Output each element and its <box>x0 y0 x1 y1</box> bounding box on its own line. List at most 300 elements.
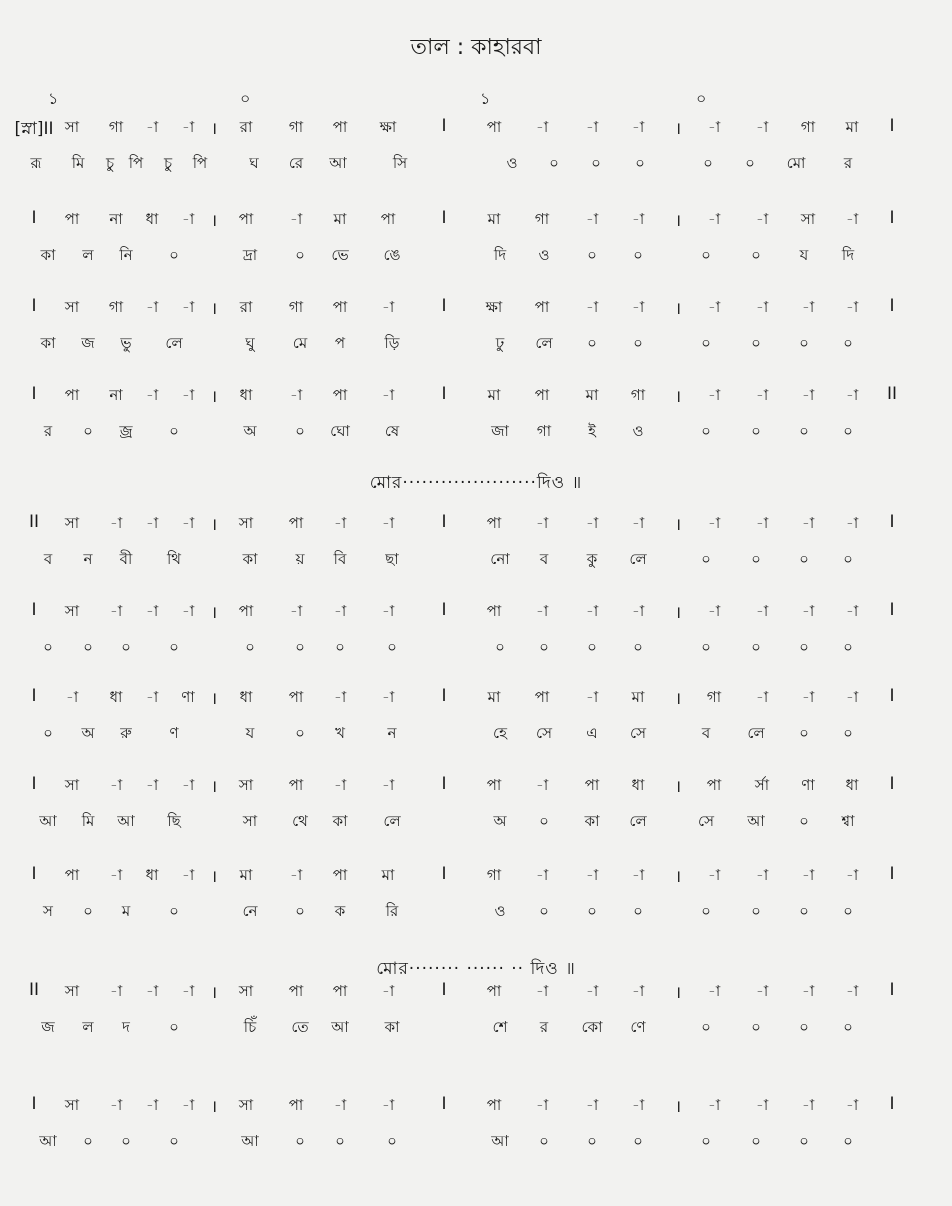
swar-note: গা <box>800 118 816 136</box>
lyric-syllable: ০ <box>799 812 809 830</box>
swar-note: সা <box>64 514 80 532</box>
bar-line: I <box>441 864 447 884</box>
swar-note: ধা <box>845 776 859 794</box>
lyric-syllable: কা <box>332 812 348 830</box>
bar-line: । <box>674 387 682 407</box>
lyric-syllable: ন <box>83 550 93 568</box>
swar-note: -া <box>755 688 769 706</box>
lyric-syllable: বি <box>333 550 347 568</box>
swar-note: পা <box>64 210 80 228</box>
lyric-syllable: ০ <box>587 334 597 352</box>
swar-note: -া <box>755 866 769 884</box>
swar-note: মা <box>585 386 599 404</box>
lyric-syllable: রু <box>120 724 132 742</box>
swar-note: মা <box>381 866 395 884</box>
lyric-syllable: ০ <box>843 1018 853 1036</box>
lyric-syllable: ০ <box>701 1018 711 1036</box>
swar-note: -া <box>181 118 195 136</box>
swar-line <box>0 208 952 244</box>
lyric-syllable: ০ <box>539 1132 549 1150</box>
lyric-syllable: সে <box>698 812 714 830</box>
lyric-syllable: সি <box>392 154 408 172</box>
bar-line: । <box>674 689 682 709</box>
lyric-syllable: ০ <box>587 902 597 920</box>
lyric-syllable: ০ <box>751 550 761 568</box>
lyric-syllable: লে <box>629 550 647 568</box>
beat-marks <box>0 86 952 116</box>
swar-note: -া <box>845 602 859 620</box>
bar-line: । <box>210 119 218 139</box>
lyric-syllable: দি <box>841 246 855 264</box>
swar-note: -া <box>109 602 123 620</box>
lyric-syllable: জ্র <box>119 422 133 440</box>
lyric-syllable: ০ <box>843 638 853 656</box>
swar-line <box>0 980 952 1016</box>
lyric-line <box>0 636 952 672</box>
swar-note: মা <box>333 210 347 228</box>
swar-note: পা <box>380 210 396 228</box>
swar-note: -া <box>535 602 549 620</box>
swar-note: -া <box>333 688 347 706</box>
lyric-line <box>0 900 952 936</box>
swar-note: পা <box>332 982 348 1000</box>
lyric-syllable: য <box>799 246 809 264</box>
lyric-syllable: য় <box>295 550 305 568</box>
swar-note: -া <box>801 982 815 1000</box>
swar-note: পা <box>584 776 600 794</box>
swar-note: -া <box>801 866 815 884</box>
lyric-syllable: রূ <box>30 154 42 172</box>
swar-note: -া <box>631 1096 645 1114</box>
swar-note: সা <box>238 1096 254 1114</box>
lyric-line <box>0 722 952 758</box>
swar-note: -া <box>381 386 395 404</box>
swar-note: -া <box>181 866 195 884</box>
swar-note: -া <box>535 982 549 1000</box>
swar-note: -া <box>631 866 645 884</box>
swar-note: -া <box>585 1096 599 1114</box>
swar-note: -া <box>631 982 645 1000</box>
lyric-syllable: জা <box>491 422 509 440</box>
swar-note: -া <box>535 118 549 136</box>
swar-note: পা <box>64 386 80 404</box>
lyric-syllable: ঘু <box>245 334 255 352</box>
swar-note: পা <box>486 514 502 532</box>
beat-mark-2: ০ <box>240 89 251 108</box>
lyric-syllable: ০ <box>295 902 305 920</box>
lyric-syllable: লে <box>383 812 401 830</box>
swar-note: ণা <box>181 688 195 706</box>
lyric-syllable: ০ <box>799 422 809 440</box>
lyric-syllable: ০ <box>799 1132 809 1150</box>
swar-note: সা <box>238 776 254 794</box>
bar-line: II <box>28 980 40 1000</box>
swar-note: -া <box>381 776 395 794</box>
swar-note: -া <box>801 386 815 404</box>
swar-note: সা <box>64 1096 80 1114</box>
swar-note: -া <box>755 118 769 136</box>
lyric-syllable: ভু <box>120 334 132 352</box>
swar-line <box>0 600 952 636</box>
swar-note: না <box>109 210 123 228</box>
lyric-syllable: সা <box>242 812 258 830</box>
lyric-syllable: ০ <box>635 154 645 172</box>
swar-note: -া <box>181 1096 195 1114</box>
lyric-syllable: ০ <box>701 550 711 568</box>
swar-note: গা <box>108 118 124 136</box>
bar-line: । <box>210 603 218 623</box>
swar-line <box>0 384 952 420</box>
lyric-syllable: ০ <box>751 246 761 264</box>
bar-line: I <box>31 686 37 706</box>
swar-note: -া <box>585 982 599 1000</box>
swar-note: ক্ষা <box>485 298 503 316</box>
lyric-syllable: ল <box>82 246 94 264</box>
swar-note: -া <box>181 602 195 620</box>
lyric-syllable: ০ <box>295 246 305 264</box>
lyric-syllable: ০ <box>843 422 853 440</box>
swar-note: ক্ষা <box>379 118 397 136</box>
swar-note: -া <box>755 1096 769 1114</box>
swar-note: -া <box>755 602 769 620</box>
lyric-syllable: ০ <box>549 154 559 172</box>
swar-note: -া <box>333 1096 347 1114</box>
swar-note: -া <box>585 602 599 620</box>
lyric-syllable: ০ <box>43 638 53 656</box>
lyric-syllable: ০ <box>539 812 549 830</box>
bar-line: । <box>674 867 682 887</box>
swar-note: -া <box>535 776 549 794</box>
lyric-syllable: ০ <box>121 1132 131 1150</box>
swar-note: পা <box>486 118 502 136</box>
lyric-syllable: কা <box>40 334 56 352</box>
lyric-syllable: খ <box>335 724 345 742</box>
swar-note: -া <box>845 688 859 706</box>
notation-stanza <box>0 600 952 672</box>
beat-mark-4: ০ <box>696 89 707 108</box>
lyric-syllable: ণ <box>169 724 179 742</box>
lyric-syllable: ০ <box>751 422 761 440</box>
lyric-syllable: ০ <box>701 638 711 656</box>
lyric-syllable: ঢু <box>495 334 505 352</box>
bar-line: I <box>31 1094 37 1114</box>
lyric-syllable: ছি <box>167 812 181 830</box>
lyric-syllable: ষে <box>384 422 400 440</box>
lyric-syllable: ০ <box>633 1132 643 1150</box>
lyric-syllable: পি <box>192 154 208 172</box>
swar-note: -া <box>145 688 159 706</box>
lyric-syllable: অ <box>493 812 507 830</box>
bar-line: I <box>441 296 447 316</box>
bar-line: । <box>210 689 218 709</box>
bar-line: । <box>210 211 218 231</box>
lyric-syllable: ণে <box>630 1018 646 1036</box>
swar-note: পা <box>332 298 348 316</box>
bar-line: । <box>210 777 218 797</box>
refrain-line-2: মোর········ ······ ·· দিও ॥ <box>376 959 576 979</box>
lyric-syllable: ০ <box>751 902 761 920</box>
swar-line <box>0 296 952 332</box>
lyric-syllable: লে <box>629 812 647 830</box>
bar-line: I <box>31 600 37 620</box>
lyric-syllable: ম <box>121 902 131 920</box>
lyric-syllable: ০ <box>701 1132 711 1150</box>
lyric-syllable: কা <box>384 1018 400 1036</box>
lyric-syllable: ও <box>494 902 506 920</box>
lyric-syllable: ন <box>387 724 397 742</box>
swar-note: -া <box>145 776 159 794</box>
lyric-syllable: নো <box>490 550 510 568</box>
swar-note: সা <box>64 776 80 794</box>
swar-note: -া <box>585 210 599 228</box>
bar-line: I <box>889 864 895 884</box>
lyric-syllable: মি <box>71 154 85 172</box>
swar-note: পা <box>534 386 550 404</box>
lyric-syllable: হে <box>493 724 507 742</box>
swar-note: -া <box>381 688 395 706</box>
lyric-syllable: ০ <box>43 724 53 742</box>
swar-note: গা <box>486 866 502 884</box>
lyric-syllable: ০ <box>169 422 179 440</box>
lyric-syllable: লে <box>535 334 553 352</box>
swar-note: -া <box>181 776 195 794</box>
bar-line: । <box>674 777 682 797</box>
lyric-syllable: ০ <box>587 246 597 264</box>
swar-note: -া <box>381 514 395 532</box>
lyric-syllable: ০ <box>751 638 761 656</box>
swar-note: -া <box>845 982 859 1000</box>
lyric-syllable: ০ <box>539 638 549 656</box>
swar-line <box>0 512 952 548</box>
swar-note: -া <box>707 1096 721 1114</box>
bar-line: I <box>31 296 37 316</box>
swar-note: পা <box>534 688 550 706</box>
notation-stanza <box>0 1094 952 1166</box>
lyric-syllable: থি <box>166 550 182 568</box>
swar-note: -া <box>109 514 123 532</box>
lyric-syllable: ঘো <box>330 422 350 440</box>
lyric-syllable: ০ <box>335 638 345 656</box>
lyric-syllable: ০ <box>799 334 809 352</box>
notation-stanza <box>0 686 952 758</box>
swar-note: -া <box>289 386 303 404</box>
swar-note: মা <box>631 688 645 706</box>
swar-note: গা <box>630 386 646 404</box>
swar-note: সা <box>64 298 80 316</box>
swar-note: -া <box>109 982 123 1000</box>
swar-note: গা <box>288 118 304 136</box>
swar-note: -া <box>585 688 599 706</box>
lyric-syllable: ০ <box>633 638 643 656</box>
swar-note: পা <box>332 386 348 404</box>
lyric-line <box>0 244 952 280</box>
bar-line: I <box>889 116 895 136</box>
bar-line: I <box>889 980 895 1000</box>
swar-note: সা <box>64 982 80 1000</box>
lyric-syllable: ০ <box>587 638 597 656</box>
bar-line: II <box>28 512 40 532</box>
bar-line: । <box>674 983 682 1003</box>
swar-note: -া <box>801 514 815 532</box>
bar-line: । <box>210 299 218 319</box>
lyric-syllable: নে <box>242 902 258 920</box>
swar-note: -া <box>631 210 645 228</box>
lyric-syllable: ০ <box>169 246 179 264</box>
lyric-syllable: ০ <box>169 638 179 656</box>
lyric-syllable: ০ <box>799 550 809 568</box>
lyric-syllable: ০ <box>335 1132 345 1150</box>
swar-note: পা <box>238 210 254 228</box>
lyric-syllable: দ <box>122 1018 130 1036</box>
swar-note: মা <box>487 210 501 228</box>
swar-note: ধা <box>631 776 645 794</box>
swar-note: সা <box>800 210 816 228</box>
bar-line: II <box>886 384 898 404</box>
swar-note: ধা <box>239 688 253 706</box>
swar-note: -া <box>145 982 159 1000</box>
lyric-syllable: মো <box>786 154 806 172</box>
swar-note: সা <box>64 118 80 136</box>
lyric-syllable: ০ <box>799 724 809 742</box>
swar-note: -া <box>707 386 721 404</box>
swar-note: পা <box>288 514 304 532</box>
lyric-syllable: কু <box>586 550 598 568</box>
lyric-line <box>0 810 952 846</box>
lyric-syllable: ছা <box>385 550 399 568</box>
swar-note: -া <box>145 386 159 404</box>
swar-note: পা <box>288 982 304 1000</box>
lyric-syllable: ০ <box>387 1132 397 1150</box>
lyric-syllable: ০ <box>295 724 305 742</box>
swar-note: পা <box>332 118 348 136</box>
bar-line: I <box>31 864 37 884</box>
notation-stanza <box>0 774 952 846</box>
lyric-syllable: ০ <box>843 1132 853 1150</box>
swar-line <box>0 1094 952 1130</box>
swar-note: -া <box>65 688 79 706</box>
lyric-syllable: কো <box>581 1018 603 1036</box>
lyric-syllable: জ <box>41 1018 55 1036</box>
swar-note: পা <box>64 866 80 884</box>
lyric-syllable: ০ <box>701 422 711 440</box>
lyric-syllable: লে <box>747 724 765 742</box>
lyric-syllable: আ <box>241 1132 259 1150</box>
swar-note: -া <box>381 982 395 1000</box>
bar-line: I <box>441 980 447 1000</box>
swar-note: -া <box>381 602 395 620</box>
lyric-syllable: র <box>843 154 853 172</box>
lyric-syllable: ল <box>82 1018 94 1036</box>
lyric-syllable: কা <box>40 246 56 264</box>
refrain-line-1: মোর·····················দিও ॥ <box>369 473 583 493</box>
bar-line: I <box>31 384 37 404</box>
swar-note: -া <box>145 118 159 136</box>
swar-note: -া <box>707 298 721 316</box>
swar-note: পা <box>486 776 502 794</box>
swar-note: পা <box>486 602 502 620</box>
swar-note: -া <box>333 514 347 532</box>
swar-note: পা <box>706 776 722 794</box>
swar-note: পা <box>486 1096 502 1114</box>
lyric-syllable: ও <box>632 422 644 440</box>
lyric-syllable: ০ <box>539 902 549 920</box>
swar-note: রা <box>239 298 253 316</box>
swar-note: -া <box>181 386 195 404</box>
lyric-syllable: ঘ <box>249 154 259 172</box>
swar-note: মা <box>487 688 501 706</box>
swar-line <box>0 774 952 810</box>
swar-note: -া <box>109 776 123 794</box>
swar-note: পা <box>534 298 550 316</box>
lyric-syllable: দি <box>493 246 507 264</box>
swar-note: -া <box>707 866 721 884</box>
lyric-line <box>0 152 952 188</box>
bar-line: I <box>441 208 447 228</box>
bar-line: I <box>441 686 447 706</box>
bar-line: । <box>674 119 682 139</box>
lyric-syllable: ০ <box>703 154 713 172</box>
swar-note: -া <box>845 866 859 884</box>
swar-line <box>0 864 952 900</box>
swar-note: ণা <box>801 776 815 794</box>
swar-note: -া <box>381 298 395 316</box>
bar-line: I <box>441 512 447 532</box>
swar-note: র্সা <box>754 776 770 794</box>
swar-note: -া <box>585 514 599 532</box>
swar-note: -া <box>755 982 769 1000</box>
bar-line: I <box>889 774 895 794</box>
lyric-syllable: ০ <box>245 638 255 656</box>
swar-note: সা <box>238 982 254 1000</box>
lyric-syllable: ০ <box>587 1132 597 1150</box>
lyric-syllable: তে <box>291 1018 309 1036</box>
bar-line: । <box>674 211 682 231</box>
swar-note: মা <box>845 118 859 136</box>
lyric-syllable: য <box>245 724 255 742</box>
lyric-syllable: কা <box>584 812 600 830</box>
swar-note: -া <box>181 210 195 228</box>
lyric-syllable: শে <box>492 1018 508 1036</box>
swar-note: -া <box>381 1096 395 1114</box>
swar-note: -া <box>755 514 769 532</box>
lyric-syllable: ব <box>539 550 549 568</box>
lyric-syllable: ভে <box>331 246 349 264</box>
bar-line: I <box>889 600 895 620</box>
lyric-syllable: ০ <box>295 1132 305 1150</box>
notation-stanza <box>0 864 952 936</box>
page-title: তাল : কাহারবা <box>410 35 542 60</box>
lyric-syllable: ড়ি <box>384 334 400 352</box>
swar-note: ধা <box>109 688 123 706</box>
bar-line: । <box>210 387 218 407</box>
lyric-syllable: রি <box>385 902 399 920</box>
bar-line: । <box>210 867 218 887</box>
swar-note: -া <box>707 602 721 620</box>
bar-line: I <box>31 774 37 794</box>
lyric-syllable: ০ <box>799 902 809 920</box>
lyric-syllable: র <box>539 1018 549 1036</box>
bar-line: I <box>889 1094 895 1114</box>
lyric-syllable: প <box>334 334 346 352</box>
lyric-syllable: জ <box>81 334 95 352</box>
beat-mark-1: ১ <box>48 89 59 108</box>
swar-note: ধা <box>145 210 159 228</box>
bar-line: I <box>441 774 447 794</box>
lyric-syllable: ০ <box>387 638 397 656</box>
lyric-syllable: চিঁ <box>243 1018 257 1036</box>
lyric-syllable: নি <box>119 246 133 264</box>
swar-note: -া <box>181 514 195 532</box>
